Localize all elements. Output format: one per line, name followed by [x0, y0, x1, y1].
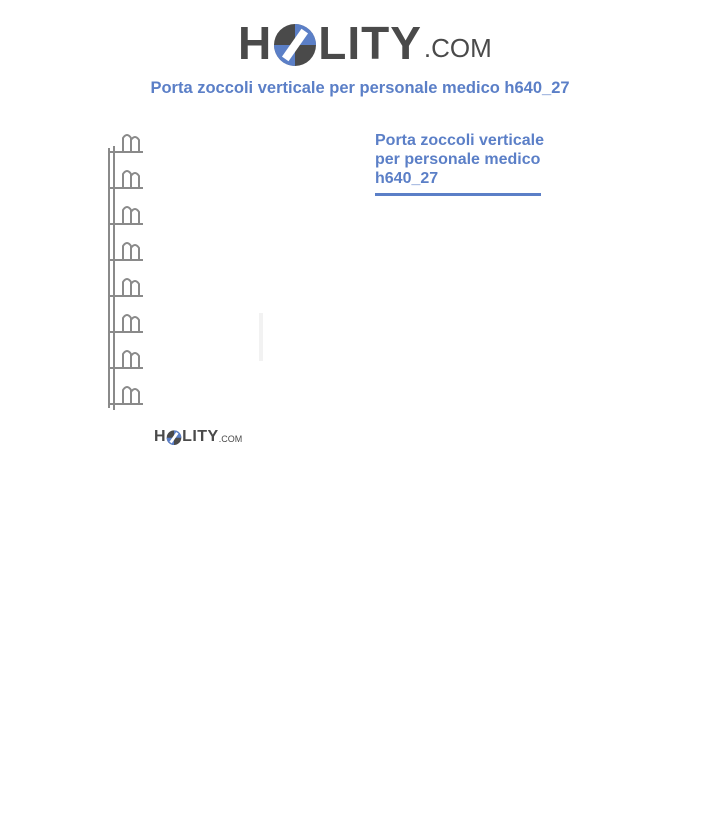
watermark-suffix: .COM	[218, 434, 243, 444]
heading-underline	[375, 193, 541, 196]
product-name-heading: Porta zoccoli verticale per personale medico h640_27	[375, 132, 544, 187]
holity-o-mark-small-icon	[166, 428, 182, 446]
logo-suffix: .COM	[423, 33, 492, 63]
watermark-prefix: H	[154, 428, 167, 445]
page-title: Porta zoccoli verticale per personale medico h640_27	[150, 79, 570, 97]
image-watermark	[154, 428, 242, 446]
vertical-clog-rack-image	[95, 128, 275, 418]
logo-main: LITY	[318, 17, 422, 69]
watermark-main: LITY	[182, 428, 219, 445]
holity-o-mark-icon	[272, 18, 318, 68]
brand-logo[interactable]	[238, 10, 492, 68]
logo-prefix: H	[238, 17, 273, 69]
